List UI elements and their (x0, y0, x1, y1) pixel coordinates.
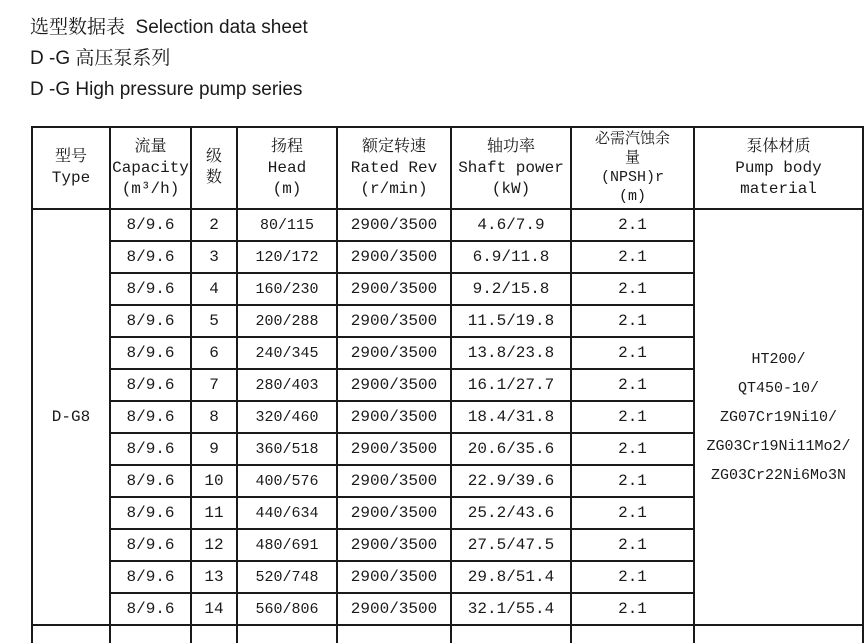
rated-rev-cell: 2900/3500 (337, 305, 451, 337)
shaft-power-cell: 25.2/43.6 (451, 497, 571, 529)
partial-cell (237, 625, 337, 643)
header-line: 级 (205, 148, 222, 166)
col-header-stages (191, 127, 237, 209)
header-line: 扬程 (270, 137, 303, 156)
material-line: QT450-10/ (737, 379, 819, 397)
capacity-cell: 8/9.6 (110, 529, 191, 561)
npshr-cell: 2.1 (571, 337, 694, 369)
shaft-power-cell: 27.5/47.5 (451, 529, 571, 561)
npshr-cell: 2.1 (571, 209, 694, 241)
col-header-npshr (571, 127, 694, 209)
material-line: HT200/ (751, 350, 806, 368)
head-cell: 200/288 (237, 305, 337, 337)
col-header-material (694, 127, 863, 209)
npshr-cell: 2.1 (571, 401, 694, 433)
partial-cell (110, 625, 191, 643)
rated-rev-cell: 2900/3500 (337, 337, 451, 369)
stages-cell: 6 (191, 337, 237, 369)
rated-rev-cell: 2900/3500 (337, 433, 451, 465)
capacity-cell: 8/9.6 (110, 241, 191, 273)
rated-rev-cell: 2900/3500 (337, 497, 451, 529)
header-line: material (740, 179, 817, 198)
col-header-rated-rev (337, 127, 451, 209)
stages-cell: 11 (191, 497, 237, 529)
header-line: 量 (624, 150, 640, 167)
partial-clipped-row (32, 625, 863, 643)
capacity-cell: 8/9.6 (110, 465, 191, 497)
capacity-cell: 8/9.6 (110, 337, 191, 369)
shaft-power-cell: 18.4/31.8 (451, 401, 571, 433)
shaft-power-cell: 11.5/19.8 (451, 305, 571, 337)
npshr-cell: 2.1 (571, 433, 694, 465)
partial-cell (451, 625, 571, 643)
head-cell: 520/748 (237, 561, 337, 593)
shaft-power-cell: 29.8/51.4 (451, 561, 571, 593)
head-cell: 560/806 (237, 593, 337, 625)
head-cell: 360/518 (237, 433, 337, 465)
header-line: Head (267, 158, 307, 177)
partial-cell (32, 625, 110, 643)
header-row (32, 127, 863, 209)
npshr-cell: 2.1 (571, 465, 694, 497)
col-header-head (237, 127, 337, 209)
stages-cell: 5 (191, 305, 237, 337)
npshr-cell: 2.1 (571, 305, 694, 337)
partial-cell (191, 625, 237, 643)
rated-rev-cell: 2900/3500 (337, 465, 451, 497)
header-line: Capacity (112, 158, 189, 177)
material-cell (694, 209, 863, 625)
capacity-cell: 8/9.6 (110, 209, 191, 241)
shaft-power-cell: 20.6/35.6 (451, 433, 571, 465)
header-line: Rated Rev (350, 158, 438, 177)
header-line: (r/min) (360, 179, 428, 198)
npshr-cell: 2.1 (571, 497, 694, 529)
head-cell: 240/345 (237, 337, 337, 369)
stages-cell: 8 (191, 401, 237, 433)
stages-cell: 4 (191, 273, 237, 305)
header-line: (kW) (491, 179, 531, 198)
material-line: ZG07Cr19Ni10/ (719, 408, 838, 426)
shaft-power-cell: 16.1/27.7 (451, 369, 571, 401)
stages-cell: 12 (191, 529, 237, 561)
npshr-cell: 2.1 (571, 529, 694, 561)
header-line: 流量 (134, 137, 167, 156)
partial-cell (337, 625, 451, 643)
rated-rev-cell: 2900/3500 (337, 273, 451, 305)
document-titles (30, 12, 308, 105)
capacity-cell: 8/9.6 (110, 497, 191, 529)
npshr-cell: 2.1 (571, 273, 694, 305)
stages-cell: 13 (191, 561, 237, 593)
col-header-capacity (110, 127, 191, 209)
rated-rev-cell: 2900/3500 (337, 369, 451, 401)
shaft-power-cell: 4.6/7.9 (451, 209, 571, 241)
header-line: (NPSH)r (600, 169, 664, 186)
npshr-cell: 2.1 (571, 241, 694, 273)
header-line: (m) (272, 179, 302, 198)
rated-rev-cell: 2900/3500 (337, 401, 451, 433)
header-line: (m) (618, 188, 646, 205)
head-cell: 160/230 (237, 273, 337, 305)
rated-rev-cell: 2900/3500 (337, 561, 451, 593)
header-line: 数 (205, 169, 222, 187)
shaft-power-cell: 22.9/39.6 (451, 465, 571, 497)
shaft-power-cell: 6.9/11.8 (451, 241, 571, 273)
head-cell: 120/172 (237, 241, 337, 273)
capacity-cell: 8/9.6 (110, 433, 191, 465)
capacity-cell: 8/9.6 (110, 593, 191, 625)
npshr-cell: 2.1 (571, 369, 694, 401)
shaft-power-cell: 13.8/23.8 (451, 337, 571, 369)
stages-cell: 3 (191, 241, 237, 273)
header-line: 轴功率 (486, 137, 535, 156)
header-line: Shaft power (458, 158, 564, 177)
col-header-shaft-power (451, 127, 571, 209)
capacity-cell: 8/9.6 (110, 273, 191, 305)
npshr-cell: 2.1 (571, 593, 694, 625)
head-cell: 80/115 (237, 209, 337, 241)
head-cell: 400/576 (237, 465, 337, 497)
material-line: ZG03Cr19Ni11Mo2/ (706, 437, 851, 455)
title-selection-data-sheet: 选型数据表 Selection data sheet (30, 17, 308, 38)
header-line: 必需汽蚀余 (594, 131, 670, 148)
header-line: Pump body (735, 158, 822, 177)
head-cell: 280/403 (237, 369, 337, 401)
header-line: 额定转速 (361, 137, 426, 156)
stages-cell: 14 (191, 593, 237, 625)
rated-rev-cell: 2900/3500 (337, 209, 451, 241)
header-line: 型号 (54, 148, 87, 166)
table-row (32, 209, 863, 241)
stages-cell: 7 (191, 369, 237, 401)
npshr-cell: 2.1 (571, 561, 694, 593)
shaft-power-cell: 9.2/15.8 (451, 273, 571, 305)
stages-cell: 10 (191, 465, 237, 497)
capacity-cell: 8/9.6 (110, 401, 191, 433)
col-header-type (32, 127, 110, 209)
header-line: Type (51, 169, 91, 187)
stages-cell: 9 (191, 433, 237, 465)
rated-rev-cell: 2900/3500 (337, 593, 451, 625)
capacity-cell: 8/9.6 (110, 561, 191, 593)
partial-cell (571, 625, 694, 643)
stages-cell: 2 (191, 209, 237, 241)
head-cell: 480/691 (237, 529, 337, 561)
header-line: 泵体材质 (746, 137, 811, 156)
head-cell: 320/460 (237, 401, 337, 433)
material-line: ZG03Cr22Ni6Mo3N (710, 466, 847, 484)
pump-type-cell: D-G8 (32, 209, 110, 625)
capacity-cell: 8/9.6 (110, 305, 191, 337)
partial-cell (694, 625, 863, 643)
capacity-cell: 8/9.6 (110, 369, 191, 401)
rated-rev-cell: 2900/3500 (337, 241, 451, 273)
selection-data-table (31, 126, 864, 643)
title-series-cjk: D -G 高压泵系列 (30, 48, 171, 69)
header-line: (m³/h) (121, 179, 180, 198)
head-cell: 440/634 (237, 497, 337, 529)
rated-rev-cell: 2900/3500 (337, 529, 451, 561)
title-series-en: D -G High pressure pump series (30, 79, 303, 100)
shaft-power-cell: 32.1/55.4 (451, 593, 571, 625)
